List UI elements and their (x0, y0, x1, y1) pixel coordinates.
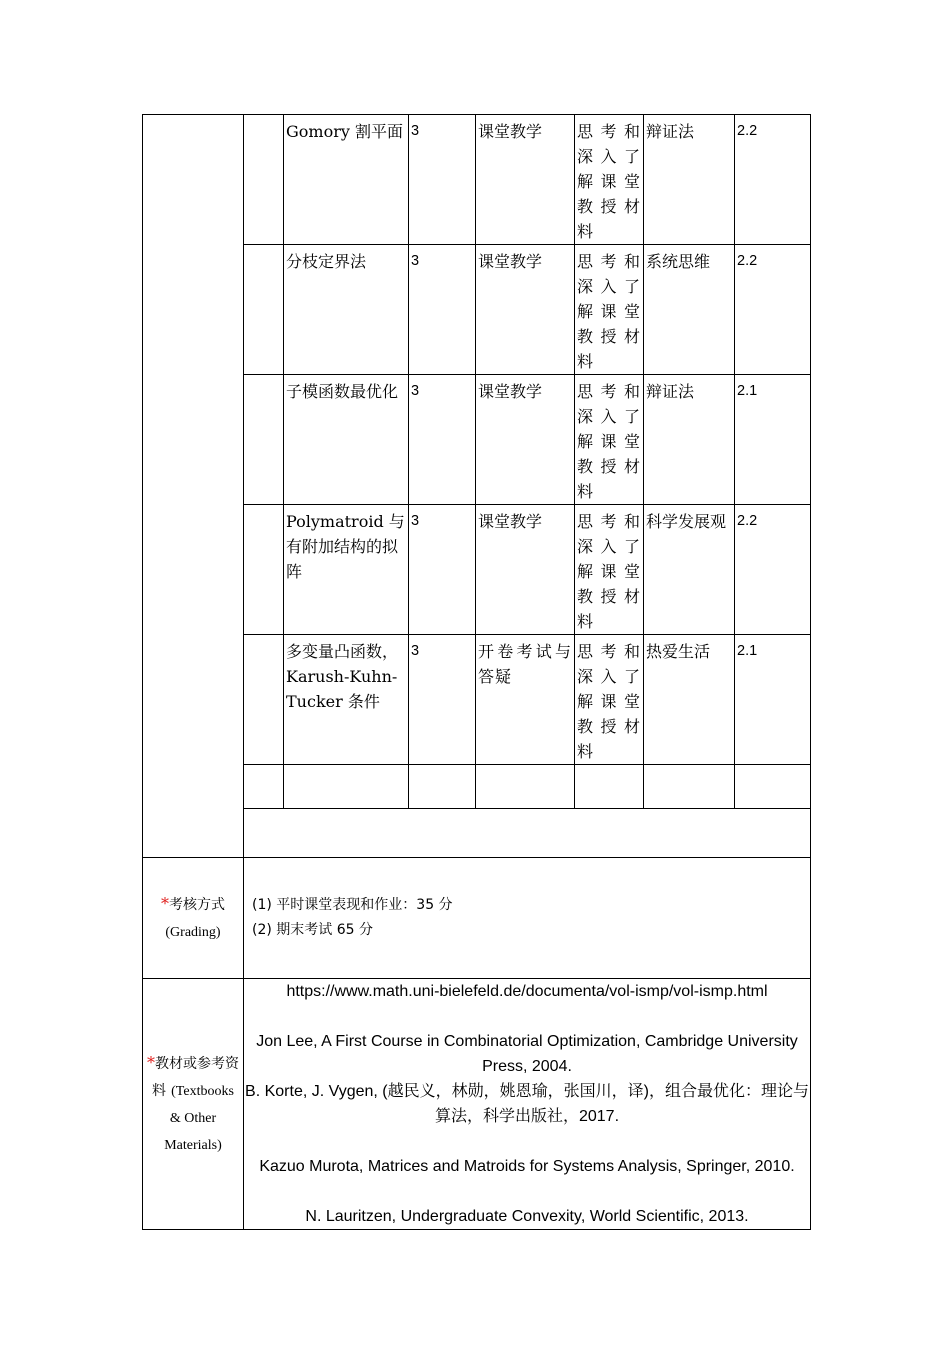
topic-hours-cell (409, 505, 476, 635)
topic-ideology-cell (644, 115, 735, 245)
index-cell (244, 245, 284, 375)
topic-objective-cell (735, 245, 811, 375)
topic-hours-cell (409, 245, 476, 375)
materials-label-en: Materials) (164, 1138, 222, 1153)
schedule-label-cell (143, 115, 244, 858)
reference-item: Jon Lee, A First Course in Combinatorial Optimization, Cambridge University Press, 2004. (256, 1033, 798, 1075)
index-cell (244, 635, 284, 765)
reference-item: B. Korte, J. Vygen, (越民义，林勋，姚恩瑜，张国川，译)，组合最优化：理论与算法，科学出版社，2017. (245, 1083, 809, 1125)
topic-requirement-cell (575, 245, 644, 375)
topic-title-cell (284, 245, 409, 375)
table-row-blank (143, 809, 811, 858)
grading-line: (1) 平时课堂表现和作业：35 分 (252, 897, 453, 913)
topic-title-cell (284, 635, 409, 765)
index-cell (244, 505, 284, 635)
grading-label-cell (143, 858, 244, 979)
empty-cell (409, 765, 476, 809)
topic-method: 课堂教学 (478, 512, 543, 531)
empty-cell (284, 765, 409, 809)
topic-method-cell (476, 375, 575, 505)
topic-title-cell (284, 505, 409, 635)
topic-ideology: 辩证法 (646, 382, 695, 401)
topic-hours-cell (409, 375, 476, 505)
grading-label-cn: 考核方式 (169, 897, 225, 913)
topic-method-cell (476, 245, 575, 375)
topic-method: 开卷考试与答疑 (478, 642, 572, 686)
syllabus-table (142, 114, 811, 1230)
topic-objective: 2.2 (737, 253, 758, 269)
topic-hours-cell (409, 115, 476, 245)
topic-requirement: 思考和深入了解课堂教授材料 (577, 642, 641, 761)
grading-line: (2) 期末考试 65 分 (252, 922, 373, 938)
empty-cell (735, 765, 811, 809)
topic-title: 分枝定界法 (286, 252, 367, 271)
topic-ideology: 辩证法 (646, 122, 695, 141)
topic-ideology: 热爱生活 (646, 642, 711, 661)
topic-requirement: 思考和深入了解课堂教授材料 (577, 512, 641, 631)
topic-requirement: 思考和深入了解课堂教授材料 (577, 122, 641, 241)
topic-hours: 3 (411, 383, 420, 399)
grading-content-cell (244, 858, 811, 979)
materials-label-en: & Other (169, 1111, 217, 1126)
grading-row (143, 858, 811, 979)
materials-label-en: (Textbooks (171, 1084, 234, 1099)
topic-title-cell (284, 375, 409, 505)
table-row (143, 245, 811, 375)
topic-objective-cell (735, 505, 811, 635)
materials-row (143, 979, 811, 1230)
topic-requirement-cell (575, 115, 644, 245)
topic-method-cell (476, 115, 575, 245)
topic-method-cell (476, 505, 575, 635)
topic-hours: 3 (411, 253, 420, 269)
required-asterisk: * (147, 1053, 155, 1072)
empty-cell (644, 765, 735, 809)
topic-hours: 3 (411, 643, 420, 659)
index-cell (244, 375, 284, 505)
topic-method: 课堂教学 (478, 122, 543, 141)
table-row-empty (143, 765, 811, 809)
topic-objective-cell (735, 635, 811, 765)
topic-objective: 2.1 (737, 643, 758, 659)
topic-method-cell (476, 635, 575, 765)
topic-objective-cell (735, 375, 811, 505)
topic-hours: 3 (411, 513, 420, 529)
topic-ideology-cell (644, 635, 735, 765)
topic-objective-cell (735, 115, 811, 245)
topic-requirement: 思考和深入了解课堂教授材料 (577, 382, 641, 501)
topic-title-cell (284, 115, 409, 245)
table-row (143, 505, 811, 635)
empty-cell (476, 765, 575, 809)
topic-ideology: 科学发展观 (646, 512, 727, 531)
table-row (143, 635, 811, 765)
materials-label-cell (143, 979, 244, 1230)
topic-ideology: 系统思维 (646, 252, 711, 271)
index-cell (244, 115, 284, 245)
topic-ideology-cell (644, 505, 735, 635)
topic-title: Gomory 割平面 (286, 122, 403, 141)
topic-objective: 2.1 (737, 383, 758, 399)
required-asterisk: * (161, 894, 169, 913)
topic-hours-cell (409, 635, 476, 765)
topic-ideology-cell (644, 245, 735, 375)
topic-requirement-cell (575, 375, 644, 505)
topic-hours: 3 (411, 123, 420, 139)
topic-method: 课堂教学 (478, 252, 543, 271)
materials-content-cell (244, 979, 811, 1230)
table-row (143, 115, 811, 245)
topic-ideology-cell (644, 375, 735, 505)
topic-objective: 2.2 (737, 123, 758, 139)
table-row (143, 375, 811, 505)
reference-item: Kazuo Murota, Matrices and Matroids for Systems Analysis, Springer, 2010. (259, 1158, 795, 1175)
topic-requirement-cell (575, 635, 644, 765)
materials-label-cn: 教材或参考资 (155, 1056, 239, 1072)
topic-title: 多变量凸函数，Karush-Kuhn-Tucker 条件 (286, 642, 399, 711)
blank-merged-cell (244, 809, 811, 858)
reference-link[interactable]: https://www.math.uni-bielefeld.de/documenta/vol-ismp/vol-ismp.html (286, 983, 768, 1000)
reference-item: N. Lauritzen, Undergraduate Convexity, World Scientific, 2013. (305, 1208, 749, 1225)
materials-label-cn: 料 (152, 1083, 167, 1099)
topic-method: 课堂教学 (478, 382, 543, 401)
grading-label-en: (Grading) (165, 925, 221, 940)
topic-title: 子模函数最优化 (286, 382, 399, 401)
topic-title: Polymatroid 与有附加结构的拟阵 (286, 512, 405, 581)
topic-objective: 2.2 (737, 513, 758, 529)
topic-requirement-cell (575, 505, 644, 635)
empty-cell (575, 765, 644, 809)
empty-cell (244, 765, 284, 809)
topic-requirement: 思考和深入了解课堂教授材料 (577, 252, 641, 371)
